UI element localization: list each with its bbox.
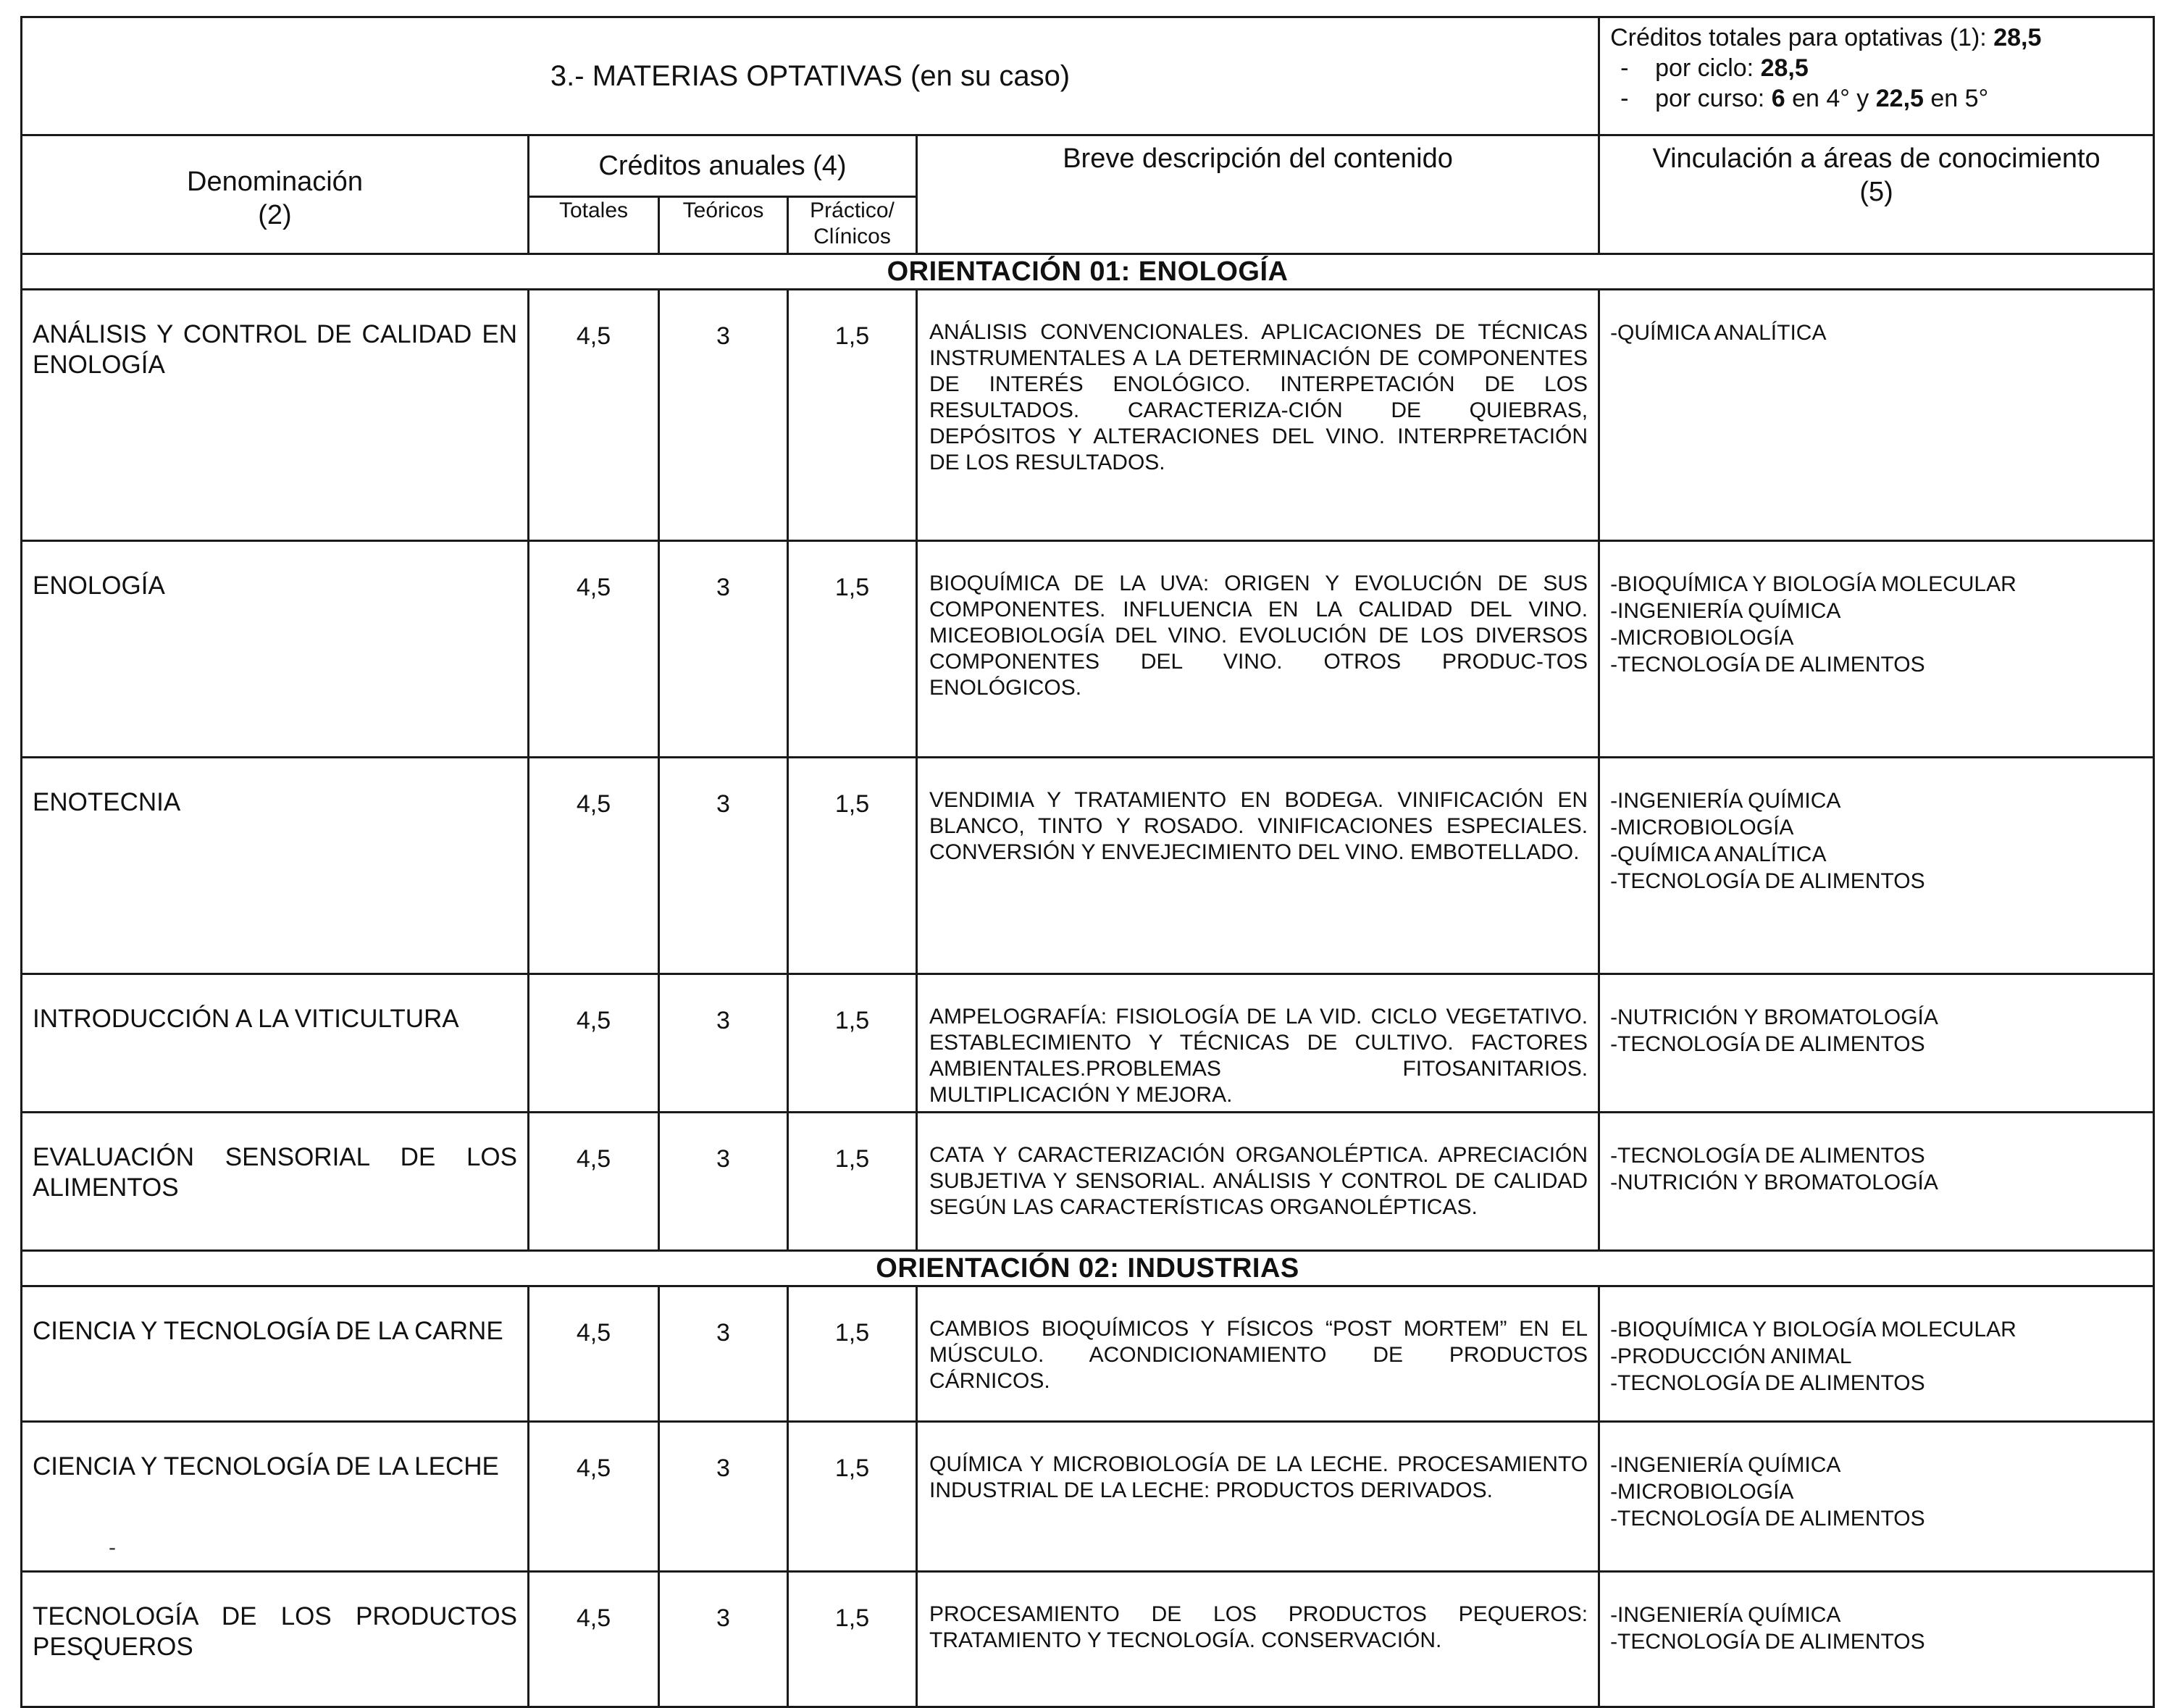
header-row [22, 17, 2154, 135]
knowledge-areas [1599, 290, 2154, 541]
credits-per-cycle [1610, 53, 2143, 83]
document-page [20, 16, 2153, 1708]
credits-total [1610, 22, 2143, 53]
subject-name: ANÁLISIS Y CONTROL DE CALIDAD EN ENOLOGÍA [22, 290, 529, 541]
content-description: CAMBIOS BIOQUÍMICOS Y FÍSICOS “POST MORTEM” EN EL MÚSCULO. ACONDICIONAMIENTO DE PRODUCTOS CÁRNICOS. [917, 1286, 1599, 1422]
subject-name: ENOLOGÍA [22, 541, 529, 758]
column-header-row [22, 135, 2154, 197]
table-row [22, 1422, 2154, 1572]
col-header-teoricos: Teóricos [659, 197, 788, 254]
table-row [22, 758, 2154, 974]
knowledge-area-item: -QUÍMICA ANALÍTICA [1610, 321, 1827, 345]
content-description: VENDIMIA Y TRATAMIENTO EN BODEGA. VINIFICACIÓN EN BLANCO, TINTO Y ROSADO. VINIFICACIONES ESPECIALES. CONVERSIÓN Y ENVEJECIMIENTO DEL VINO. EMBOTELLADO. [917, 758, 1599, 974]
knowledge-areas [1599, 974, 2154, 1113]
col-header-descripcion: Breve descripción del contenido [917, 135, 1599, 254]
per-course-text-4: en 4° y [1792, 85, 1869, 112]
table-row [22, 1113, 2154, 1251]
per-cycle-value: 28,5 [1760, 54, 1809, 82]
credits-breakdown-list [1610, 53, 2143, 114]
content-description: CATA Y CARACTERIZACIÓN ORGANOLÉPTICA. APRECIACIÓN SUBJETIVA Y SENSORIAL. ANÁLISIS Y CONTROL DE CALIDAD SEGÚN LAS CARACTERÍSTICAS ORGANOLÉPTICAS. [917, 1113, 1599, 1251]
col-practicos-line1: Práctico/ [810, 198, 895, 222]
knowledge-areas [1599, 1422, 2154, 1572]
credits-teoricos: 3 [659, 1422, 788, 1572]
col-practicos-line2: Clínicos [813, 225, 891, 248]
credits-totales: 4,5 [529, 758, 659, 974]
table-row [22, 541, 2154, 758]
table-row [22, 974, 2154, 1113]
content-description: AMPELOGRAFÍA: FISIOLOGÍA DE LA VID. CICLO VEGETATIVO. ESTABLECIMIENTO Y TÉCNICAS DE CULTIVO. FACTORES AMBIENTALES.PROBLEMAS FITOSANITARIOS. MULTIPLICACIÓN Y MEJORA. [917, 974, 1599, 1113]
col-denominacion-label: Denominación [187, 166, 363, 197]
knowledge-area-item: -MICROBIOLOGÍA [1610, 626, 1794, 650]
col-areas-note: (5) [1859, 177, 1893, 207]
credits-teoricos: 3 [659, 758, 788, 974]
per-cycle-label: por ciclo: [1655, 54, 1754, 82]
table-row [22, 290, 2154, 541]
table-title: 3.- MATERIAS OPTATIVAS (en su caso) [22, 17, 1599, 135]
knowledge-area-item: -BIOQUÍMICA Y BIOLOGÍA MOLECULAR [1610, 1318, 2016, 1341]
subject-name: CIENCIA Y TECNOLOGÍA DE LA LECHE [22, 1422, 529, 1572]
knowledge-areas [1599, 541, 2154, 758]
knowledge-area-item: -NUTRICIÓN Y BROMATOLOGÍA [1610, 1005, 1938, 1029]
credits-practicos: 1,5 [788, 1422, 917, 1572]
content-description: QUÍMICA Y MICROBIOLOGÍA DE LA LECHE. PROCESAMIENTO INDUSTRIAL DE LA LECHE: PRODUCTOS DERIVADOS. [917, 1422, 1599, 1572]
orientation-header-row [22, 254, 2154, 290]
per-course-text-5: en 5° [1930, 85, 1989, 112]
knowledge-area-item: -TECNOLOGÍA DE ALIMENTOS [1610, 653, 1925, 677]
col-header-denominacion [22, 135, 529, 254]
knowledge-area-item: -MICROBIOLOGÍA [1610, 816, 1794, 840]
credits-totales: 4,5 [529, 1422, 659, 1572]
per-course-value-5: 22,5 [1875, 85, 1924, 112]
content-description: ANÁLISIS CONVENCIONALES. APLICACIONES DE TÉCNICAS INSTRUMENTALES A LA DETERMINACIÓN DE COMPONENTES DE INTERÉS ENOLÓGICO. INTERPETACIÓN DE LOS RESULTADOS. CARACTERIZA-CIÓN DE QUIEBRAS, DEPÓSITOS Y ALTERACIONES DEL VINO. INTERPRETACIÓN DE LOS RESULTADOS. [917, 290, 1599, 541]
credits-teoricos: 3 [659, 290, 788, 541]
credits-summary [1599, 17, 2154, 135]
credits-teoricos: 3 [659, 541, 788, 758]
orientation-header-row [22, 1251, 2154, 1286]
col-header-totales: Totales [529, 197, 659, 254]
credits-practicos: 1,5 [788, 290, 917, 541]
knowledge-areas [1599, 1113, 2154, 1251]
credits-totales: 4,5 [529, 1572, 659, 1707]
subject-name: CIENCIA Y TECNOLOGÍA DE LA CARNE [22, 1286, 529, 1422]
credits-teoricos: 3 [659, 974, 788, 1113]
content-description: BIOQUÍMICA DE LA UVA: ORIGEN Y EVOLUCIÓN DE SUS COMPONENTES. INFLUENCIA EN LA CALIDAD DEL VINO. MICEOBIOLOGÍA DEL VINO. EVOLUCIÓN DE LOS DIVERSOS COMPONENTES DEL VINO. OTROS PRODUC-TOS ENOLÓGICOS. [917, 541, 1599, 758]
credits-practicos: 1,5 [788, 758, 917, 974]
knowledge-area-item: -NUTRICIÓN Y BROMATOLOGÍA [1610, 1171, 1938, 1194]
credits-total-value: 28,5 [1993, 24, 2042, 51]
knowledge-area-item: -TECNOLOGÍA DE ALIMENTOS [1610, 1032, 1925, 1056]
scan-speck: - [109, 1536, 116, 1560]
knowledge-area-item: -INGENIERÍA QUÍMICA [1610, 1603, 1841, 1627]
knowledge-area-item: -TECNOLOGÍA DE ALIMENTOS [1610, 1144, 1925, 1168]
knowledge-area-item: -INGENIERÍA QUÍMICA [1610, 789, 1841, 813]
knowledge-areas [1599, 1572, 2154, 1707]
per-course-label: por curso: [1655, 85, 1765, 112]
credits-totales: 4,5 [529, 1113, 659, 1251]
knowledge-area-item: -MICROBIOLOGÍA [1610, 1480, 1794, 1504]
content-description: PROCESAMIENTO DE LOS PRODUCTOS PEQUEROS: TRATAMIENTO Y TECNOLOGÍA. CONSERVACIÓN. [917, 1572, 1599, 1707]
col-header-areas [1599, 135, 2154, 254]
knowledge-areas [1599, 758, 2154, 974]
subject-name: ENOTECNIA [22, 758, 529, 974]
credits-practicos: 1,5 [788, 1286, 917, 1422]
knowledge-area-item: -TECNOLOGÍA DE ALIMENTOS [1610, 1371, 1925, 1395]
credits-total-label: Créditos totales para optativas (1): [1610, 24, 1987, 51]
table-row [22, 1286, 2154, 1422]
credits-practicos: 1,5 [788, 541, 917, 758]
knowledge-area-item: -BIOQUÍMICA Y BIOLOGÍA MOLECULAR [1610, 572, 2016, 596]
credits-teoricos: 3 [659, 1286, 788, 1422]
subject-name: TECNOLOGÍA DE LOS PRODUCTOS PESQUEROS [22, 1572, 529, 1707]
subject-name: INTRODUCCIÓN A LA VITICULTURA [22, 974, 529, 1113]
credits-per-course [1610, 83, 2143, 114]
orientation-title: ORIENTACIÓN 02: INDUSTRIAS [22, 1251, 2154, 1286]
table-row [22, 1572, 2154, 1707]
col-areas-label: Vinculación a áreas de conocimiento [1652, 143, 2101, 174]
credits-practicos: 1,5 [788, 1572, 917, 1707]
per-course-value-4: 6 [1771, 85, 1785, 112]
credits-totales: 4,5 [529, 541, 659, 758]
knowledge-area-item: -INGENIERÍA QUÍMICA [1610, 599, 1841, 623]
credits-totales: 4,5 [529, 974, 659, 1113]
credits-teoricos: 3 [659, 1572, 788, 1707]
credits-totales: 4,5 [529, 290, 659, 541]
col-denominacion-note: (2) [258, 199, 292, 230]
orientation-title: ORIENTACIÓN 01: ENOLOGÍA [22, 254, 2154, 290]
knowledge-areas [1599, 1286, 2154, 1422]
knowledge-area-item: -INGENIERÍA QUÍMICA [1610, 1453, 1841, 1477]
subject-name: EVALUACIÓN SENSORIAL DE LOS ALIMENTOS [22, 1113, 529, 1251]
knowledge-area-item: -TECNOLOGÍA DE ALIMENTOS [1610, 1630, 1925, 1654]
knowledge-area-item: -TECNOLOGÍA DE ALIMENTOS [1610, 869, 1925, 893]
col-header-practicos [788, 197, 917, 254]
credits-practicos: 1,5 [788, 974, 917, 1113]
optional-subjects-table [20, 16, 2155, 1708]
knowledge-area-item: -TECNOLOGÍA DE ALIMENTOS [1610, 1507, 1925, 1531]
knowledge-area-item: -QUÍMICA ANALÍTICA [1610, 842, 1827, 866]
credits-teoricos: 3 [659, 1113, 788, 1251]
knowledge-area-item: -PRODUCCIÓN ANIMAL [1610, 1344, 1852, 1368]
credits-practicos: 1,5 [788, 1113, 917, 1251]
col-header-creditos: Créditos anuales (4) [529, 135, 917, 197]
credits-totales: 4,5 [529, 1286, 659, 1422]
